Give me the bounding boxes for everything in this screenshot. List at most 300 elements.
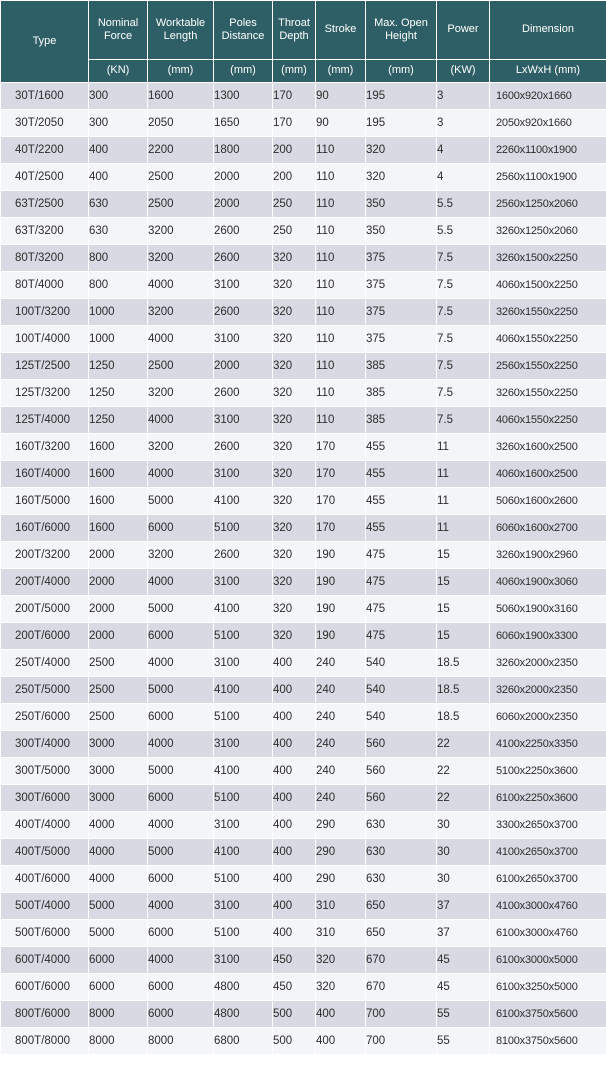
cell-stroke: 110 [316, 380, 366, 407]
cell-max-open-height: 560 [366, 785, 437, 812]
cell-power: 7.5 [437, 380, 490, 407]
unit-dimension: LxWxH (mm) [490, 59, 606, 82]
cell-power: 37 [437, 920, 490, 947]
cell-nominal-force: 2500 [89, 704, 148, 731]
table-row [1, 623, 606, 650]
cell-throat-depth: 400 [273, 704, 316, 731]
cell-power: 30 [437, 866, 490, 893]
cell-power: 4 [437, 164, 490, 191]
cell-power: 7.5 [437, 326, 490, 353]
cell-throat-depth: 320 [273, 623, 316, 650]
cell-power: 30 [437, 812, 490, 839]
cell-poles-distance: 4100 [214, 677, 273, 704]
cell-max-open-height: 350 [366, 191, 437, 218]
cell-dimension: 6100x3250x5000 [490, 974, 606, 1001]
header-poles-distance-line1: Poles [229, 16, 257, 29]
cell-stroke: 110 [316, 353, 366, 380]
cell-poles-distance: 2600 [214, 380, 273, 407]
table-row [1, 191, 606, 218]
cell-power: 3 [437, 83, 490, 110]
cell-throat-depth: 320 [273, 353, 316, 380]
cell-dimension: 6060x1600x2700 [490, 515, 606, 542]
cell-poles-distance: 3100 [214, 326, 273, 353]
header-nominal-force [89, 1, 148, 60]
cell-worktable-length: 4000 [148, 812, 214, 839]
cell-dimension: 6100x3000x5000 [490, 947, 606, 974]
cell-type: 400T/6000 [1, 866, 89, 893]
table-row [1, 299, 606, 326]
cell-throat-depth: 170 [273, 83, 316, 110]
table-row [1, 596, 606, 623]
cell-type: 250T/4000 [1, 650, 89, 677]
cell-stroke: 190 [316, 569, 366, 596]
cell-dimension: 2560x1550x2250 [490, 353, 606, 380]
cell-stroke: 240 [316, 650, 366, 677]
cell-type: 63T/3200 [1, 218, 89, 245]
header-dimension: Dimension [490, 1, 606, 60]
cell-poles-distance: 5100 [214, 866, 273, 893]
table-row [1, 1028, 606, 1055]
cell-dimension: 3300x2650x3700 [490, 812, 606, 839]
cell-poles-distance: 2600 [214, 542, 273, 569]
cell-poles-distance: 5100 [214, 515, 273, 542]
cell-stroke: 110 [316, 164, 366, 191]
table-row [1, 83, 606, 110]
cell-poles-distance: 4800 [214, 974, 273, 1001]
unit-power: (KW) [437, 59, 490, 82]
cell-throat-depth: 320 [273, 488, 316, 515]
cell-type: 200T/5000 [1, 596, 89, 623]
cell-worktable-length: 6000 [148, 704, 214, 731]
cell-throat-depth: 450 [273, 974, 316, 1001]
cell-poles-distance: 3100 [214, 569, 273, 596]
cell-throat-depth: 450 [273, 947, 316, 974]
cell-stroke: 240 [316, 704, 366, 731]
cell-stroke: 400 [316, 1001, 366, 1028]
cell-worktable-length: 2500 [148, 164, 214, 191]
cell-stroke: 190 [316, 596, 366, 623]
cell-type: 80T/4000 [1, 272, 89, 299]
cell-poles-distance: 1650 [214, 110, 273, 137]
cell-worktable-length: 3200 [148, 218, 214, 245]
units-row [1, 59, 606, 82]
cell-power: 7.5 [437, 407, 490, 434]
cell-worktable-length: 6000 [148, 920, 214, 947]
cell-nominal-force: 3000 [89, 758, 148, 785]
cell-power: 30 [437, 839, 490, 866]
cell-power: 18.5 [437, 704, 490, 731]
cell-dimension: 4060x1550x2250 [490, 407, 606, 434]
cell-max-open-height: 560 [366, 758, 437, 785]
table-row [1, 542, 606, 569]
cell-dimension: 4060x1500x2250 [490, 272, 606, 299]
cell-max-open-height: 350 [366, 218, 437, 245]
cell-max-open-height: 650 [366, 920, 437, 947]
cell-poles-distance: 1800 [214, 137, 273, 164]
cell-max-open-height: 455 [366, 461, 437, 488]
cell-nominal-force: 1600 [89, 461, 148, 488]
cell-dimension: 2560x1100x1900 [490, 164, 606, 191]
cell-max-open-height: 375 [366, 245, 437, 272]
header-throat-depth-line2: Depth [279, 29, 309, 42]
cell-throat-depth: 320 [273, 245, 316, 272]
cell-worktable-length: 2500 [148, 191, 214, 218]
cell-throat-depth: 500 [273, 1028, 316, 1055]
cell-power: 45 [437, 947, 490, 974]
cell-nominal-force: 2000 [89, 542, 148, 569]
cell-type: 125T/3200 [1, 380, 89, 407]
cell-nominal-force: 5000 [89, 920, 148, 947]
cell-nominal-force: 5000 [89, 893, 148, 920]
cell-throat-depth: 400 [273, 893, 316, 920]
header-power: Power [437, 1, 490, 60]
cell-stroke: 320 [316, 947, 366, 974]
cell-nominal-force: 400 [89, 137, 148, 164]
cell-throat-depth: 400 [273, 650, 316, 677]
cell-throat-depth: 250 [273, 191, 316, 218]
cell-nominal-force: 400 [89, 164, 148, 191]
cell-throat-depth: 200 [273, 137, 316, 164]
cell-poles-distance: 2000 [214, 164, 273, 191]
cell-type: 160T/3200 [1, 434, 89, 461]
header-type: Type [1, 1, 89, 83]
table-row [1, 434, 606, 461]
cell-type: 160T/5000 [1, 488, 89, 515]
table-row [1, 245, 606, 272]
cell-throat-depth: 170 [273, 110, 316, 137]
cell-worktable-length: 5000 [148, 839, 214, 866]
cell-poles-distance: 3100 [214, 461, 273, 488]
cell-dimension: 6060x1900x3300 [490, 623, 606, 650]
cell-dimension: 2560x1250x2060 [490, 191, 606, 218]
cell-poles-distance: 5100 [214, 623, 273, 650]
cell-stroke: 400 [316, 1028, 366, 1055]
cell-poles-distance: 2000 [214, 353, 273, 380]
cell-throat-depth: 320 [273, 461, 316, 488]
cell-stroke: 240 [316, 677, 366, 704]
cell-worktable-length: 3200 [148, 380, 214, 407]
cell-poles-distance: 1300 [214, 83, 273, 110]
cell-poles-distance: 4100 [214, 488, 273, 515]
cell-worktable-length: 4000 [148, 326, 214, 353]
cell-stroke: 320 [316, 974, 366, 1001]
cell-nominal-force: 1600 [89, 488, 148, 515]
cell-max-open-height: 670 [366, 947, 437, 974]
cell-type: 300T/4000 [1, 731, 89, 758]
cell-type: 125T/2500 [1, 353, 89, 380]
cell-dimension: 5060x1900x3160 [490, 596, 606, 623]
cell-stroke: 290 [316, 866, 366, 893]
cell-dimension: 6100x3000x4760 [490, 920, 606, 947]
unit-worktable-length: (mm) [148, 59, 214, 82]
cell-max-open-height: 385 [366, 380, 437, 407]
cell-poles-distance: 6800 [214, 1028, 273, 1055]
header-poles-distance [214, 1, 273, 60]
cell-max-open-height: 630 [366, 866, 437, 893]
table-row [1, 326, 606, 353]
unit-stroke: (mm) [316, 59, 366, 82]
cell-max-open-height: 630 [366, 839, 437, 866]
cell-type: 800T/8000 [1, 1028, 89, 1055]
cell-type: 40T/2200 [1, 137, 89, 164]
cell-stroke: 170 [316, 515, 366, 542]
cell-type: 100T/3200 [1, 299, 89, 326]
table-header [1, 1, 606, 83]
table-row [1, 515, 606, 542]
cell-throat-depth: 320 [273, 434, 316, 461]
cell-type: 30T/1600 [1, 83, 89, 110]
table-row [1, 893, 606, 920]
cell-max-open-height: 195 [366, 110, 437, 137]
table-row [1, 488, 606, 515]
cell-power: 3 [437, 110, 490, 137]
cell-stroke: 290 [316, 839, 366, 866]
cell-type: 400T/4000 [1, 812, 89, 839]
cell-max-open-height: 455 [366, 434, 437, 461]
table-row [1, 137, 606, 164]
cell-dimension: 6060x2000x2350 [490, 704, 606, 731]
cell-poles-distance: 3100 [214, 812, 273, 839]
cell-type: 125T/4000 [1, 407, 89, 434]
cell-throat-depth: 400 [273, 731, 316, 758]
cell-power: 37 [437, 893, 490, 920]
cell-power: 45 [437, 974, 490, 1001]
cell-type: 30T/2050 [1, 110, 89, 137]
cell-stroke: 110 [316, 272, 366, 299]
cell-type: 600T/6000 [1, 974, 89, 1001]
table-row [1, 110, 606, 137]
cell-poles-distance: 2600 [214, 434, 273, 461]
header-nominal-force-line2: Force [103, 29, 133, 42]
cell-max-open-height: 375 [366, 299, 437, 326]
cell-power: 7.5 [437, 245, 490, 272]
cell-poles-distance: 4100 [214, 596, 273, 623]
cell-throat-depth: 320 [273, 542, 316, 569]
table-row [1, 704, 606, 731]
cell-throat-depth: 400 [273, 839, 316, 866]
cell-power: 11 [437, 461, 490, 488]
cell-type: 40T/2500 [1, 164, 89, 191]
cell-poles-distance: 3100 [214, 407, 273, 434]
cell-worktable-length: 2200 [148, 137, 214, 164]
header-nominal-force-line1: Nominal [97, 16, 139, 29]
cell-worktable-length: 4000 [148, 407, 214, 434]
cell-max-open-height: 375 [366, 326, 437, 353]
cell-dimension: 4060x1550x2250 [490, 326, 606, 353]
cell-power: 5.5 [437, 218, 490, 245]
table-row [1, 758, 606, 785]
header-worktable-length-line2: Length [163, 29, 198, 42]
cell-nominal-force: 300 [89, 110, 148, 137]
cell-dimension: 3260x2000x2350 [490, 677, 606, 704]
cell-worktable-length: 3200 [148, 434, 214, 461]
cell-nominal-force: 2000 [89, 623, 148, 650]
cell-stroke: 110 [316, 407, 366, 434]
cell-worktable-length: 4000 [148, 569, 214, 596]
cell-worktable-length: 3200 [148, 542, 214, 569]
cell-dimension: 3260x1550x2250 [490, 380, 606, 407]
cell-dimension: 3260x2000x2350 [490, 650, 606, 677]
cell-stroke: 310 [316, 893, 366, 920]
cell-stroke: 240 [316, 731, 366, 758]
cell-throat-depth: 320 [273, 380, 316, 407]
cell-max-open-height: 475 [366, 596, 437, 623]
cell-nominal-force: 1250 [89, 380, 148, 407]
table-row [1, 947, 606, 974]
table-row [1, 812, 606, 839]
cell-worktable-length: 5000 [148, 758, 214, 785]
cell-stroke: 110 [316, 137, 366, 164]
cell-dimension: 3260x1600x2500 [490, 434, 606, 461]
cell-dimension: 5100x2250x3600 [490, 758, 606, 785]
cell-nominal-force: 6000 [89, 974, 148, 1001]
cell-type: 800T/6000 [1, 1001, 89, 1028]
cell-dimension: 3260x1500x2250 [490, 245, 606, 272]
cell-poles-distance: 3100 [214, 731, 273, 758]
cell-power: 18.5 [437, 650, 490, 677]
cell-nominal-force: 630 [89, 191, 148, 218]
cell-worktable-length: 1600 [148, 83, 214, 110]
table-row [1, 650, 606, 677]
cell-max-open-height: 475 [366, 623, 437, 650]
cell-nominal-force: 2000 [89, 569, 148, 596]
cell-max-open-height: 630 [366, 812, 437, 839]
cell-poles-distance: 4100 [214, 758, 273, 785]
cell-dimension: 4060x1600x2500 [490, 461, 606, 488]
cell-power: 55 [437, 1028, 490, 1055]
cell-worktable-length: 6000 [148, 515, 214, 542]
cell-nominal-force: 4000 [89, 866, 148, 893]
cell-dimension: 3260x1550x2250 [490, 299, 606, 326]
cell-throat-depth: 400 [273, 812, 316, 839]
cell-max-open-height: 195 [366, 83, 437, 110]
cell-throat-depth: 320 [273, 407, 316, 434]
cell-power: 15 [437, 623, 490, 650]
cell-throat-depth: 320 [273, 569, 316, 596]
cell-worktable-length: 6000 [148, 974, 214, 1001]
table-body [1, 83, 606, 1055]
cell-dimension: 8100x3750x5600 [490, 1028, 606, 1055]
cell-stroke: 170 [316, 434, 366, 461]
cell-stroke: 90 [316, 110, 366, 137]
cell-stroke: 90 [316, 83, 366, 110]
cell-nominal-force: 1250 [89, 407, 148, 434]
cell-worktable-length: 8000 [148, 1028, 214, 1055]
table-row [1, 218, 606, 245]
cell-power: 15 [437, 569, 490, 596]
cell-dimension: 3260x1900x2960 [490, 542, 606, 569]
cell-worktable-length: 4000 [148, 650, 214, 677]
cell-stroke: 110 [316, 299, 366, 326]
cell-max-open-height: 650 [366, 893, 437, 920]
cell-stroke: 170 [316, 461, 366, 488]
cell-max-open-height: 320 [366, 137, 437, 164]
cell-type: 500T/6000 [1, 920, 89, 947]
cell-nominal-force: 4000 [89, 839, 148, 866]
table-row [1, 380, 606, 407]
cell-stroke: 110 [316, 191, 366, 218]
cell-power: 22 [437, 758, 490, 785]
cell-worktable-length: 6000 [148, 785, 214, 812]
cell-nominal-force: 630 [89, 218, 148, 245]
table-row [1, 407, 606, 434]
cell-nominal-force: 2500 [89, 650, 148, 677]
cell-throat-depth: 250 [273, 218, 316, 245]
cell-throat-depth: 320 [273, 326, 316, 353]
cell-max-open-height: 540 [366, 650, 437, 677]
cell-nominal-force: 3000 [89, 731, 148, 758]
header-max-open-height [366, 1, 437, 60]
header-throat-depth [273, 1, 316, 60]
table-row [1, 1001, 606, 1028]
cell-stroke: 190 [316, 623, 366, 650]
table-row [1, 974, 606, 1001]
cell-throat-depth: 400 [273, 677, 316, 704]
cell-throat-depth: 400 [273, 920, 316, 947]
cell-stroke: 190 [316, 542, 366, 569]
cell-power: 15 [437, 596, 490, 623]
cell-power: 5.5 [437, 191, 490, 218]
cell-poles-distance: 3100 [214, 947, 273, 974]
cell-worktable-length: 4000 [148, 731, 214, 758]
header-stroke: Stroke [316, 1, 366, 60]
cell-stroke: 290 [316, 812, 366, 839]
cell-type: 400T/5000 [1, 839, 89, 866]
cell-dimension: 3260x1250x2060 [490, 218, 606, 245]
cell-dimension: 4100x2250x3350 [490, 731, 606, 758]
cell-dimension: 4100x2650x3700 [490, 839, 606, 866]
table-row [1, 272, 606, 299]
cell-max-open-height: 320 [366, 164, 437, 191]
header-row [1, 1, 606, 60]
cell-power: 55 [437, 1001, 490, 1028]
cell-nominal-force: 8000 [89, 1028, 148, 1055]
cell-nominal-force: 1000 [89, 326, 148, 353]
cell-dimension: 2260x1100x1900 [490, 137, 606, 164]
cell-worktable-length: 5000 [148, 677, 214, 704]
cell-nominal-force: 2000 [89, 596, 148, 623]
cell-poles-distance: 3100 [214, 650, 273, 677]
table-row [1, 677, 606, 704]
cell-throat-depth: 320 [273, 272, 316, 299]
cell-worktable-length: 5000 [148, 488, 214, 515]
cell-worktable-length: 3200 [148, 299, 214, 326]
table-row [1, 353, 606, 380]
table-row [1, 461, 606, 488]
cell-nominal-force: 800 [89, 272, 148, 299]
cell-type: 200T/3200 [1, 542, 89, 569]
cell-poles-distance: 3100 [214, 272, 273, 299]
cell-poles-distance: 4800 [214, 1001, 273, 1028]
cell-worktable-length: 5000 [148, 596, 214, 623]
table-row [1, 920, 606, 947]
cell-poles-distance: 2600 [214, 245, 273, 272]
cell-nominal-force: 4000 [89, 812, 148, 839]
cell-dimension: 4100x3000x4760 [490, 893, 606, 920]
cell-throat-depth: 320 [273, 515, 316, 542]
header-max-open-height-line2: Height [385, 29, 417, 42]
cell-type: 80T/3200 [1, 245, 89, 272]
cell-poles-distance: 5100 [214, 785, 273, 812]
cell-poles-distance: 4100 [214, 839, 273, 866]
cell-throat-depth: 400 [273, 785, 316, 812]
cell-stroke: 310 [316, 920, 366, 947]
cell-throat-depth: 200 [273, 164, 316, 191]
cell-nominal-force: 6000 [89, 947, 148, 974]
cell-worktable-length: 2500 [148, 353, 214, 380]
cell-power: 7.5 [437, 353, 490, 380]
cell-power: 11 [437, 434, 490, 461]
